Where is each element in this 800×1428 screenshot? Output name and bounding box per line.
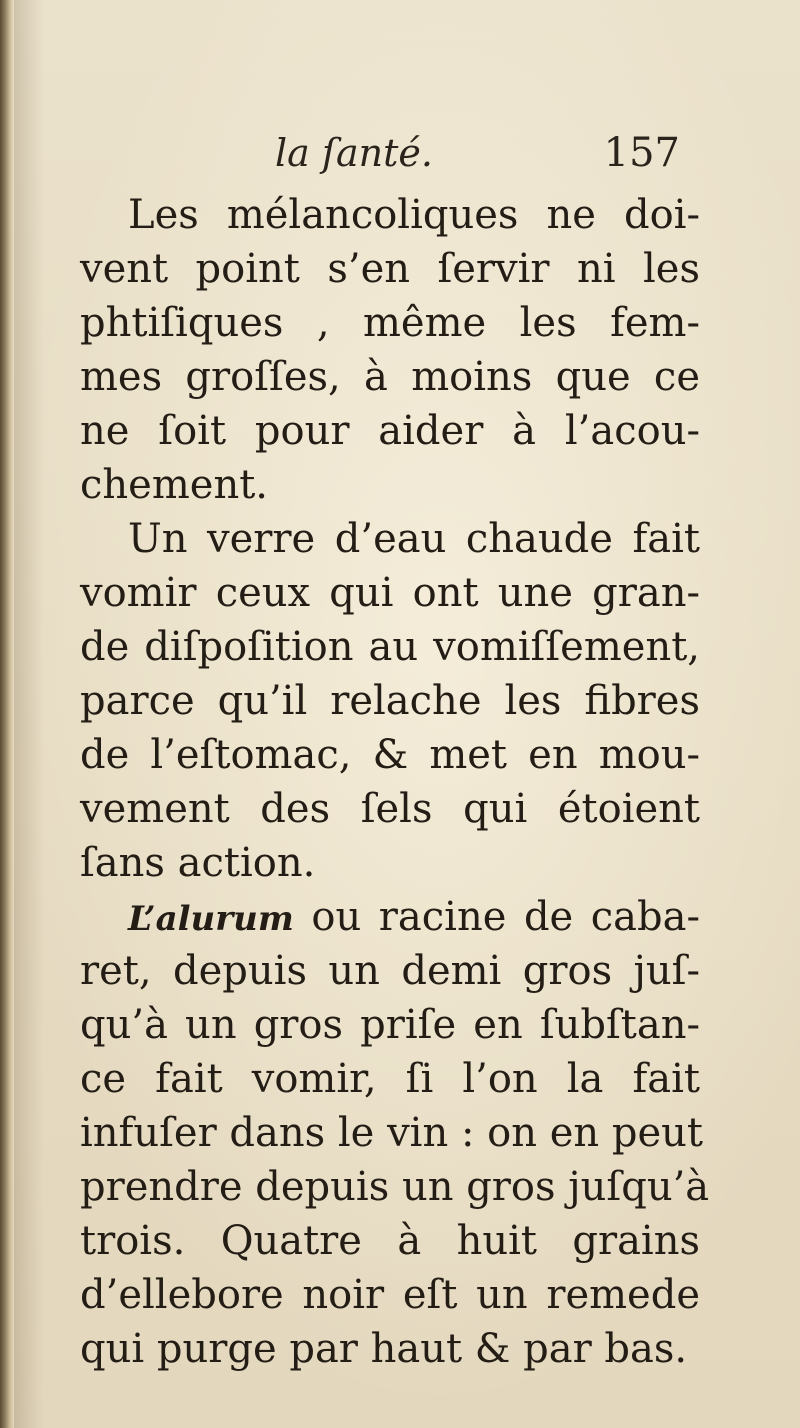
text-line: Un verre d’eau chaude fait [128, 516, 700, 562]
text-line: chement. [80, 462, 268, 508]
binding-shadow [14, 0, 44, 1428]
text-line: mes groſſes, à moins que ce [80, 354, 700, 400]
text-line: ſans action. [80, 840, 316, 886]
text-line: d’ellebore noir eſt un remede [80, 1272, 700, 1318]
text-line [80, 890, 700, 944]
text-line: vomir ceux qui ont une gran- [80, 570, 700, 616]
text-line: trois. Quatre à huit grains [80, 1218, 700, 1264]
text-line-rest: ou racine de caba- [311, 894, 700, 940]
text-line: infuſer dans le vin : on en peut [80, 1110, 703, 1156]
binding-edge [0, 0, 14, 1428]
text-line: phtiſiques , même les fem- [80, 300, 700, 346]
latin-term: L’alurum [128, 899, 294, 939]
text-line: vent point s’en ſervir ni les [80, 246, 700, 292]
text-line: ret, depuis un demi gros juſ- [80, 948, 700, 994]
running-head-title: la ſanté. [275, 131, 433, 175]
running-head [80, 128, 690, 188]
text-line: de diſpoſition au vomiſſement, [80, 624, 700, 670]
text-line: vement des ſels qui étoient [80, 786, 700, 832]
text-line: Les mélancoliques ne doi- [128, 192, 700, 238]
text-line: ne ſoit pour aider à l’acou- [80, 408, 700, 454]
body-text [80, 188, 710, 1376]
page-number: 157 [603, 130, 680, 176]
text-line: ce fait vomir, ſi l’on la fait [80, 1056, 700, 1102]
text-line: qu’à un gros priſe en ſubſtan- [80, 1002, 700, 1048]
text-line: prendre depuis un gros juſqu’à [80, 1164, 710, 1210]
text-line: parce qu’il relache les fibres [80, 678, 700, 724]
text-line: de l’eſtomac, & met en mou- [80, 732, 700, 778]
text-line: qui purge par haut & par bas. [80, 1326, 688, 1372]
